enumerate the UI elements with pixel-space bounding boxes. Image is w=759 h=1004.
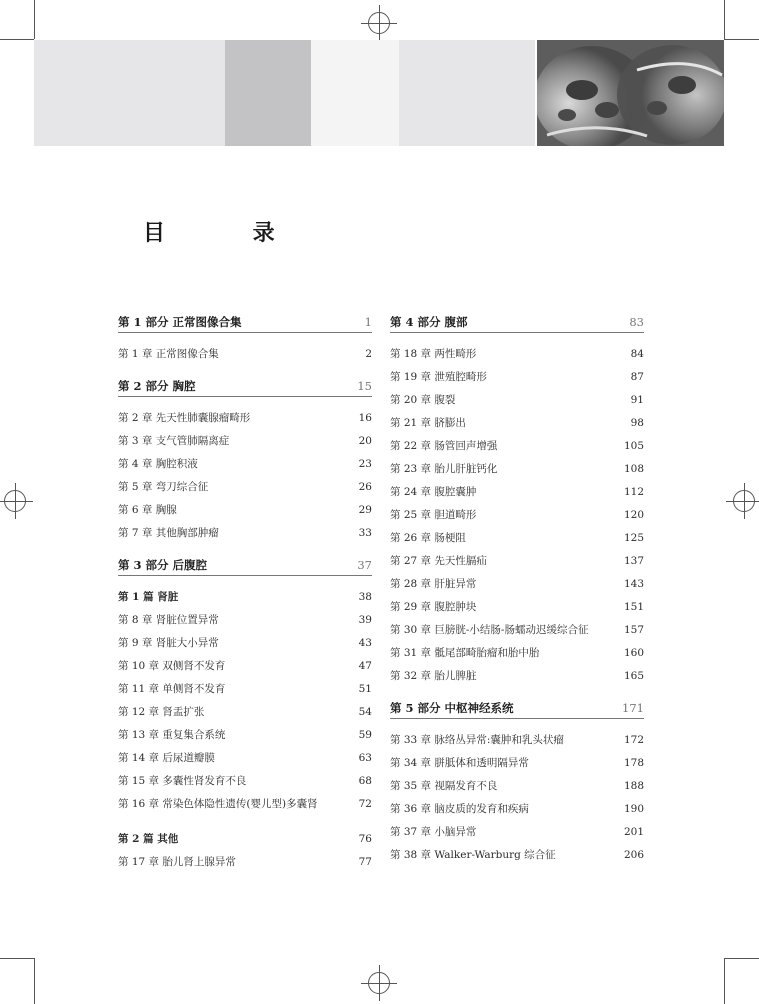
toc-chapter-entry[interactable] (390, 619, 644, 642)
toc-section-entry[interactable] (118, 586, 372, 609)
page-number: 83 (629, 315, 644, 329)
ultrasound-image (537, 40, 724, 146)
toc-chapter-entry[interactable] (118, 453, 372, 476)
page-number: 15 (357, 379, 372, 393)
page-title: 目 录 (143, 220, 315, 246)
entry-title: 第 16 章 常染色体隐性遗传(婴儿型)多囊肾 (118, 798, 318, 810)
toc-right-column (390, 314, 644, 867)
entry-title: 第 2 部分 胸腔 (118, 379, 196, 393)
toc-chapter-entry[interactable] (390, 798, 644, 821)
page-number: 188 (623, 780, 644, 792)
header-band-block (34, 40, 225, 146)
page-number: 84 (630, 348, 644, 360)
entry-title: 第 5 章 弯刀综合征 (118, 481, 209, 493)
entry-title: 第 25 章 胆道畸形 (390, 509, 477, 521)
entry-title: 第 28 章 肝脏异常 (390, 578, 477, 590)
page-number: 112 (623, 486, 644, 498)
entry-title: 第 10 章 双侧肾不发育 (118, 660, 226, 672)
entry-title: 第 20 章 腹裂 (390, 394, 456, 406)
entry-title: 第 21 章 脐膨出 (390, 417, 466, 429)
toc-part-heading[interactable] (390, 700, 644, 719)
toc-chapter-entry[interactable] (118, 343, 372, 366)
entry-title: 第 2 章 先天性肺囊腺瘤畸形 (118, 412, 251, 424)
toc-chapter-entry[interactable] (390, 412, 644, 435)
page-number: 137 (623, 555, 644, 567)
toc-chapter-entry[interactable] (118, 724, 372, 747)
entry-title: 第 17 章 胎儿肾上腺异常 (118, 856, 236, 868)
page-number: 190 (623, 803, 644, 815)
spacer (118, 366, 372, 378)
page-number: 29 (358, 504, 372, 516)
page-number: 172 (623, 734, 644, 746)
page-number: 143 (623, 578, 644, 590)
page-number: 47 (358, 660, 372, 672)
crop-mark (34, 0, 35, 39)
page-number: 38 (358, 591, 372, 603)
entry-title: 第 9 章 肾脏大小异常 (118, 637, 219, 649)
page-number: 16 (358, 412, 372, 424)
toc-chapter-entry[interactable] (390, 366, 644, 389)
entry-title: 第 35 章 视隔发育不良 (390, 780, 498, 792)
registration-mark (368, 12, 390, 34)
crop-mark (0, 39, 34, 40)
page-number: 98 (630, 417, 644, 429)
entry-title: 第 32 章 胎儿脾脏 (390, 670, 477, 682)
toc-chapter-entry[interactable] (118, 430, 372, 453)
entry-title: 第 18 章 两性畸形 (390, 348, 477, 360)
page-number: 37 (357, 558, 372, 572)
page-number: 201 (623, 826, 644, 838)
registration-mark (733, 490, 755, 512)
entry-title: 第 4 章 胸腔积液 (118, 458, 198, 470)
page-number: 20 (358, 435, 372, 447)
toc-chapter-entry[interactable] (118, 407, 372, 430)
entry-title: 第 30 章 巨膀胱-小结肠-肠蠕动迟缓综合征 (390, 624, 589, 636)
entry-title: 第 3 章 支气管肺隔离症 (118, 435, 230, 447)
toc-chapter-entry[interactable] (118, 678, 372, 701)
toc-section-entry[interactable] (118, 828, 372, 851)
page-number: 2 (365, 348, 372, 360)
entry-title: 第 8 章 肾脏位置异常 (118, 614, 219, 626)
spacer (118, 816, 372, 828)
entry-title: 第 22 章 肠管回声增强 (390, 440, 498, 452)
toc-chapter-entry[interactable] (390, 481, 644, 504)
page-number: 59 (358, 729, 372, 741)
entry-title: 第 31 章 骶尾部畸胎瘤和胎中胎 (390, 647, 540, 659)
toc-chapter-entry[interactable] (390, 844, 644, 867)
page-number: 1 (364, 315, 372, 329)
entry-title: 第 27 章 先天性膈疝 (390, 555, 487, 567)
toc-chapter-entry[interactable] (118, 522, 372, 545)
toc-chapter-entry[interactable] (118, 655, 372, 678)
page-number: 51 (358, 683, 372, 695)
entry-title: 第 1 部分 正常图像合集 (118, 315, 242, 329)
toc-chapter-entry[interactable] (390, 752, 644, 775)
spacer (390, 688, 644, 700)
registration-mark (4, 490, 26, 512)
toc-chapter-entry[interactable] (118, 851, 372, 874)
toc-chapter-entry[interactable] (118, 793, 372, 816)
toc-chapter-entry[interactable] (118, 747, 372, 770)
entry-title: 第 13 章 重复集合系统 (118, 729, 226, 741)
page-number: 43 (358, 637, 372, 649)
toc-chapter-entry[interactable] (118, 632, 372, 655)
toc-chapter-entry[interactable] (390, 821, 644, 844)
entry-title: 第 23 章 胎儿肝脏钙化 (390, 463, 498, 475)
toc-chapter-entry[interactable] (118, 609, 372, 632)
registration-mark (368, 972, 390, 994)
toc-left-column (118, 314, 372, 874)
crop-mark (724, 958, 725, 1004)
entry-title: 第 7 章 其他胸部肿瘤 (118, 527, 219, 539)
entry-title: 第 14 章 后尿道瓣膜 (118, 752, 215, 764)
entry-title: 第 3 部分 后腹腔 (118, 558, 208, 572)
page-number: 63 (358, 752, 372, 764)
spacer (118, 545, 372, 557)
page-number: 77 (358, 856, 372, 868)
header-band-block (311, 40, 399, 146)
toc-part-heading[interactable] (118, 557, 372, 576)
entry-title: 第 2 篇 其他 (118, 833, 179, 845)
toc-chapter-entry[interactable] (390, 458, 644, 481)
page-number: 105 (623, 440, 644, 452)
toc-chapter-entry[interactable] (118, 701, 372, 724)
page-number: 23 (358, 458, 372, 470)
page-number: 72 (358, 798, 372, 810)
toc-chapter-entry[interactable] (390, 343, 644, 366)
toc-chapter-entry[interactable] (390, 504, 644, 527)
toc-chapter-entry[interactable] (390, 665, 644, 688)
crop-mark (724, 958, 759, 959)
toc-part-heading[interactable] (118, 314, 372, 333)
page-number: 165 (623, 670, 644, 682)
entry-title: 第 11 章 单侧肾不发育 (118, 683, 226, 695)
entry-title: 第 1 章 正常图像合集 (118, 348, 219, 360)
page-number: 206 (623, 849, 644, 861)
page-number: 120 (623, 509, 644, 521)
entry-title: 第 34 章 胼胝体和透明隔异常 (390, 757, 529, 769)
toc-chapter-entry[interactable] (390, 550, 644, 573)
page-number: 68 (358, 775, 372, 787)
toc-chapter-entry[interactable] (118, 476, 372, 499)
toc-chapter-entry[interactable] (390, 729, 644, 752)
toc-chapter-entry[interactable] (390, 775, 644, 798)
entry-title: 第 1 篇 肾脏 (118, 591, 179, 603)
crop-mark (724, 0, 725, 39)
toc-part-heading[interactable] (390, 314, 644, 333)
page-number: 39 (358, 614, 372, 626)
entry-title: 第 12 章 肾盂扩张 (118, 706, 205, 718)
toc-chapter-entry[interactable] (390, 573, 644, 596)
entry-title: 第 26 章 肠梗阻 (390, 532, 466, 544)
page-number: 26 (358, 481, 372, 493)
crop-mark (724, 39, 759, 40)
toc-chapter-entry[interactable] (118, 499, 372, 522)
header-band-block (225, 40, 311, 146)
page-number: 91 (630, 394, 644, 406)
entry-title: 第 24 章 腹腔囊肿 (390, 486, 477, 498)
entry-title: 第 5 部分 中枢神经系统 (390, 701, 514, 715)
toc-chapter-entry[interactable] (390, 435, 644, 458)
entry-title: 第 38 章 Walker-Warburg 综合征 (390, 849, 556, 861)
page-number: 160 (623, 647, 644, 659)
page-number: 87 (630, 371, 644, 383)
entry-title: 第 15 章 多囊性肾发育不良 (118, 775, 247, 787)
page-number: 125 (623, 532, 644, 544)
page-number: 178 (623, 757, 644, 769)
toc-part-heading[interactable] (118, 378, 372, 397)
toc-chapter-entry[interactable] (390, 527, 644, 550)
crop-mark (34, 958, 35, 1004)
page-number: 157 (623, 624, 644, 636)
page-number: 171 (622, 701, 644, 715)
toc-chapter-entry[interactable] (390, 596, 644, 619)
page-number: 151 (623, 601, 644, 613)
page-number: 33 (358, 527, 372, 539)
entry-title: 第 19 章 泄殖腔畸形 (390, 371, 487, 383)
header-band-block (399, 40, 535, 146)
entry-title: 第 6 章 胸腺 (118, 504, 177, 516)
entry-title: 第 4 部分 腹部 (390, 315, 468, 329)
toc-chapter-entry[interactable] (390, 389, 644, 412)
entry-title: 第 36 章 脑皮质的发育和疾病 (390, 803, 529, 815)
page-number: 108 (623, 463, 644, 475)
entry-title: 第 33 章 脉络丛异常:囊肿和乳头状瘤 (390, 734, 564, 746)
page-number: 76 (358, 833, 372, 845)
entry-title: 第 29 章 腹腔肿块 (390, 601, 477, 613)
toc-chapter-entry[interactable] (390, 642, 644, 665)
page-number: 54 (358, 706, 372, 718)
entry-title: 第 37 章 小脑异常 (390, 826, 477, 838)
crop-mark (0, 958, 34, 959)
toc-chapter-entry[interactable] (118, 770, 372, 793)
